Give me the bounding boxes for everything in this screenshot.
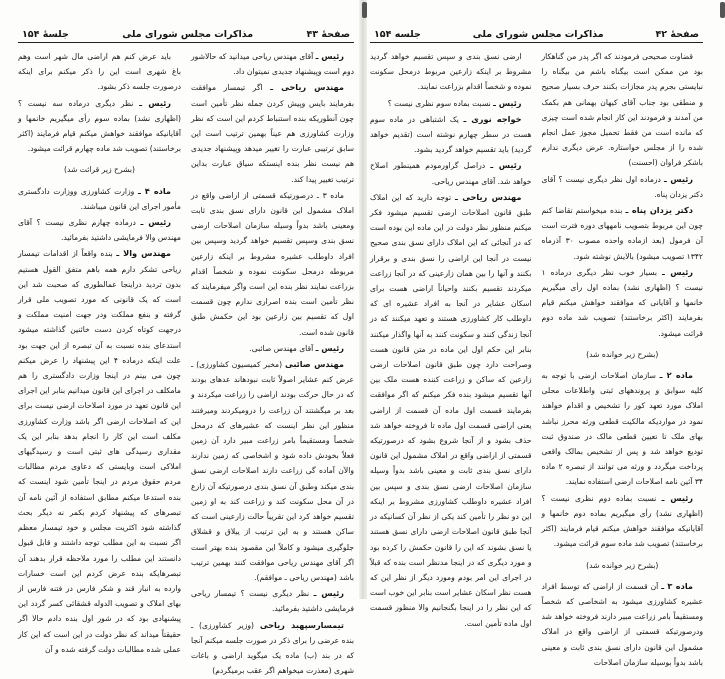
speech-paragraph — [542, 491, 704, 552]
speech-text: نسبت بماده دوم نظری نیست ؟ (اظهاری نشد) رأی میگیریم بماده دوم خانمها و آقایانیکه موافقند خواهش میکنم قیام فرمایند (اکثر برخاستند) تصویب شد ماده سوم قرائت میشود. — [541, 493, 703, 549]
speech-paragraph — [542, 49, 704, 171]
speech-text: نظر دیگری نیست ؟ تیمسار ریاحی فرمایشی داشتید بفرمائید. — [191, 589, 354, 614]
speech-paragraph — [370, 112, 532, 158]
speaker-name: رئیس ـ — [664, 173, 693, 184]
speaker-name: ماده ۴ ـ — [137, 185, 171, 196]
running-title: مذاکرات مجلس شورای ملی — [122, 29, 254, 40]
speaker-name: ماده ۳ ـ — [661, 580, 693, 591]
reading-note: (بشرح زیر خوانده شد) — [586, 560, 659, 570]
speech-paragraph — [542, 579, 704, 670]
speech-paragraph — [370, 190, 532, 631]
speech-text: بنده میخواستم تقاضا کنم چون این مربوط بتصویب نامههای دوره فترت است آن فرمول (بعد ازماده واحده مصوب ۳۰ آذرماه ۱۳۴۲ تصویب میشود) بالایش نوشته شود. — [541, 206, 704, 261]
speaker-name: مهندس صائبی — [285, 359, 344, 370]
right-page-columns — [370, 49, 703, 671]
left-page-columns — [18, 49, 354, 679]
speech-text: درماده اول نظر دیگری نیست ؟ آقای دکتر یزدان پناه. — [541, 174, 703, 199]
page-number: صفحهٔ ۴۳ — [306, 29, 350, 40]
speaker-name: رئیس ـ — [315, 51, 344, 61]
speech-text: دراصل گراورمودم همینطور اصلاح خواهد شد. آقای مهندس ریاحی. — [370, 161, 532, 186]
speaker-name: خواجه نوری ـ — [463, 113, 522, 124]
session-number: جلسهٔ ۱۵۴ — [22, 29, 69, 40]
speech-paragraph — [542, 172, 704, 202]
speaker-name: رئیس ـ — [313, 588, 344, 599]
speech-text: بسیار خوب نظر دیگری درماده ۱ نیست ؟ (اظهاری نشد) بماده اول رأی میگیریم خانمها و آقایانی که موافقند خواهش میکنم قیام بفرمایند (اکثر برخاستند) تصویب شد ماده دوم قرائت میشود. — [541, 267, 703, 338]
speech-text: باید عرض کنم هم اراضی مال شهر است وهم باغ شهری است این را ذکر میکنم برای اینکه درصورت جلسه ذکر بشود. — [18, 52, 181, 92]
left-page — [0, 0, 362, 676]
speech-text: نسبت بماده سوم نظری نیست ؟ — [387, 98, 494, 108]
speech-paragraph — [542, 368, 704, 490]
speaker-name: مهندس ریاحی ـ — [270, 82, 344, 93]
speech-text: نظر دیگری درماده سه نیست ؟ (اظهاری نشد) بماده سوم رأی میگیریم خانمها و آقایانیکه موافقند خواهش میکنم قیام فرمایند (اکثر برخاستند) تصویب شد ماده چهارم قرائت میشود. — [18, 98, 181, 154]
speech-text: سازمان اصلاحات ارضی با توجه به کلیه سوابق و پروندههای ثبتی واطلاعات محلی املاک مورد تعهد کور را تشخیص و اقدام خواهند نمود در مواردیکه مالکیت قطعی ورثه محرز نباشد بهای ملک تا تعیین قطعی مالک در صندوق ثبت تودیع خواهد شد و پس از تشخیص بمالک واقعی پرداخت میگردد و ورثه می توانند از تبصره ۲ ماده ۳۴ آئین نامه اصلاحات ارضی استفاده نمایند. — [541, 371, 703, 487]
speaker-name: مهندس ریاحی ـ — [455, 191, 522, 202]
speech-paragraph — [191, 49, 354, 79]
speech-paragraph — [18, 49, 181, 95]
reading-note: (بشرح زیر خوانده شد) — [586, 349, 659, 359]
page-number: صفحهٔ ۴۲ — [655, 29, 699, 40]
speech-text: بنده واقعاً از اقدامات تیمسار ریاحی تشکر دارم همه باهم متفق القول هستیم بدون تردید دراینجا عمالطوری که صحبت شد این است که یک قانونی که مورد تصویب ملی قرار گرفته و بنفع مملکت ودر جهت امنیت مملکت و درجهت کوتاه کردن دست خائنین گذاشته میشود استدعای بنده نسبت به آن تبصره از این جهت بود علت اینکه درماده ۴ این پیشنهاد را عرض میکنم چون می بینم در اینجا وزارت دادگستری را هم مامکلف در اجرای این قانون میدانیم بنابر این اجرای این قانون تعهد در مورد اصلاحات ارضی نیست برای این که اصلاحات ارضی اگر باشد وزارت کشاورزی مکلف است این کار را انجام بدهد بنابر این یک مقداری رسیدگی های ثبتی است و رسیدگیهای املاکی است وبایستی که دعاوی مردم مطالبات مردم حقوق مردم در اینجا تأمین شود اینست که بنده استدعا میکنم مطابق استفاده از آئین نامه آن تبصرهای که پیشنهاد کردم بکمر نه دیگر بحث گذاشته شود اکثریت مجلس و خود تیمسار معظم اگر نسبت به این مطلب توجه داشتند و قابل قبول دانستند این مطلب را مورد ملاحظه قرار بدهند آن تبصرهایکه بنده عرض کردم این است خسارات وارده به انبار قند و شکر فارس در فتنه فارس از بهای املاک و تصویب الدوله قشقائی کسر گردد این پیشنهادی بود که در شور اول بنده دادم حالا اگر حقیقتاً میداند که نظر دولت در این است که این کار عملی شده مطالبات دولت گرفته شده و آن — [18, 249, 181, 654]
running-title: مذاکرات مجلس شورای ملی — [472, 29, 604, 40]
speech-paragraph — [542, 265, 704, 341]
speech-paragraph — [191, 341, 354, 356]
column-right — [191, 49, 354, 679]
speech-text: ارضی نسق بندی و سپس تقسیم خواهد گردید مشروط بر اینکه زارعین مربوط درمحل سکونت نموده و شخصاً اقدام بزراعت نمایند. — [370, 52, 532, 92]
speaker-name: رئیس ـ — [661, 492, 693, 503]
scan-artifact — [720, 2, 725, 18]
speech-text: (مخبر کمیسیون کشاورزی) ـ عرض کنم عشایر اصولاً ثابت نبودهاند عدهای بودند که در حال حرکت بودند اراضی را زراعت میکردند و بعد بر میگشتند آن زراعت را درومیکردند ومیرفتند منظور این نظر اینست که عشیرهای که درمحل شخصاً ومستقیماً بامر زراعت مبیر دارد آن زمین فعلاً بخودش داده شود و اشخاصی که زمین ندارند والآن آماده گی زراعت دارند اصلاحات ارضی نسق بندی میکند وطبق آن نسق بندی درصورتیکه آن زارع در آن محل سکونت کند و زراعت کند به او زمین تقسیم خواهد کرد این تقریباً حالت زارعینی است که ساکن هستند و به این ترتیب از ییلاق و قشلاق جلوگیری میشود و کاملاً این مقصود بنده بهتر است اگر آقای مهندس ریاحی موافقت کنند بهمین ترتیب باشد (مهندس ریاحی ـ موافقم). — [191, 360, 354, 582]
speech-text: آقای مهندس صائبی. — [249, 343, 316, 353]
speaker-name: ماده ۲ ـ — [659, 370, 694, 381]
column-left — [370, 49, 532, 671]
speech-paragraph — [18, 96, 181, 157]
reading-note: (بشرح زیر قرائت شد) — [64, 165, 135, 175]
speaker-name: تیمسارسپهبد ریاحی — [259, 619, 344, 630]
right-page-header — [370, 26, 703, 43]
speech-paragraph — [370, 49, 532, 95]
column-left — [18, 49, 181, 679]
speaker-name: رئیس ـ — [662, 266, 693, 277]
speech-text: آقای مهندس ریاحی میدانید که حالاشور دوم است وپیشنهاد جدیدی نمیتوان داد. — [191, 52, 354, 77]
speaker-name: رئیس ـ — [139, 97, 172, 108]
speech-paragraph — [191, 80, 354, 186]
speech-text: توجه دارید که این املاک طبق قانون اصلاحات ارضی تقسیم میشود فکر میکنم منظور نظر دولت در این ماده این بوده است که در آنجائی که این املاک دارای نسق بندی صحیح نیست در آنجا این اراضی را نسق بندی و برقرار بکنند و آنها را بین همان زارعینی که در آنجا زراعت میکردند تقسیم بکنند واحیاناً اراضی هست برای اسکان عشایر در آنجا به افراد عشیره ای که داوطلب کار کشاورزی هستند و تعهد میکنند که در آنجا زندگی کنند و سکونت کنند به آنها واگذار میکنند بنابر این حکم اول این ماده در متن قانون هست وصراحت دارد چون طبق قانون اصلاحات ارضی زارعین که ساکن و زراعت کننده هست ملک بین آنها تقسیم میشود بنده فکر میکنم که اگر موافقت بفرمایند قسمت اول ماده آن قسمت از اراضی یعنی اراضی قسمت اول ماده تا فروخته خواهد شد حذف بشود و از آنجا شروع بشود که درصورتیکه قسمتی از اراضی واقع در املاک مشمول این قانون دارای نسق بندی ثابت و معینی باشد بدواً وسیله سازمان اصلاحات ارضی نسق بندی و سپس بین افراد عشیره داوطلب کشاورزی مشروط بر اینکه این دو نظر را تأمین کند یکی از نظر آن کسانیکه در آنجا طبق قانون اصلاحات ارضی دارای نسق هستند یا نسق بشوند که این را قانون حکمش را کرده بود و مورد دیگری که در اینجا مدنظر است بنده که قبلاً در اجرای این امر بودم ومورد دیگر از نظر این که هست نظر اسکان عشایر است بنابر این خوب است که این نظر را در اینجا بگنجانیم والا منظور قسمت اول ماده تأمین است. — [370, 192, 532, 628]
speech-text: وزارت کشاورزی ووزارت دادگستری مأمور اجرای این قانون میباشند. — [18, 186, 181, 211]
speech-text: درماده چهارم نظری نیست ؟ آقای مهندس والا فرمایشی داشتید بفرمائید. — [18, 218, 181, 243]
scan-artifact — [362, 2, 367, 18]
speech-paragraph — [18, 246, 181, 656]
right-page — [362, 0, 725, 667]
left-page-header — [18, 26, 354, 43]
session-number: جلسه ۱۵۴ — [374, 29, 421, 40]
speech-paragraph — [542, 203, 704, 264]
speaker-name: رئیس ـ — [490, 160, 522, 171]
column-right — [542, 49, 704, 671]
speech-paragraph — [191, 188, 354, 340]
speaker-name: مهندس والا ـ — [116, 248, 172, 259]
speech-text: (وزیر کشاورزی) ـ بنده عرضی را برای ذکر در صورت جلسه میکنم آنجا که در بند (ب) ماده یک میگوید اراضی و باغات شهری (معذرت میخواهم اگر عقب برمیگردم) — [191, 620, 354, 676]
speaker-name: رئیس ـ — [140, 217, 171, 228]
speech-paragraph — [191, 586, 354, 616]
speech-text: یک اشتباهی در ماده سوم هست در سطر چهارم نوشته است (تقدیم خواهد گردید) باید تقسیم خواهد گردید بشود. — [370, 114, 532, 155]
speech-paragraph — [370, 158, 532, 188]
speaker-name: دکتر یزدان پناه ـ — [625, 205, 693, 216]
speech-text: ماده ۳ ـ درصورتیکه قسمتی از اراضی واقع در املاک مشمول این قانون دارای نسق بندی ثابت ومعینی باشد بدواً وسیله سازمان اصلاحات ارضی نسق بندی وسپس تقسیم خواهد گردید وسپس بین افراد داوطلب عشیره مشروط بر اینکه زارعین مربوطه درمحل سکونت نموده و شخصاً اقدام بزراعت نمایند نظر بنده این است واگر میفرمایند که نظر تأمین است بنده اصراری ندارم چون قسمت اول که تقسیم بین زارعین بود این حکمش طبق قانون شده است. — [191, 190, 354, 337]
speech-paragraph — [18, 215, 181, 245]
speech-text: قضاوت صحیحی فرمودند که اگر پدر من گناهکار بود من ممکن است بیگناه باشم من بیگناه را نبایستی بجرم پدر مجازات بکنند حرف بسیار صحیح و منطقی بود جناب آقای کیهان بهمانی هم بکمک من آمدند و فرمودند این کار انجام شده است چیزی که مانده است من فقط تحمیل مجوز عمل انجام شده را از مجلس خواستاره. عرض دیگری ندارم باشکر فراوان (احسنت) — [541, 52, 703, 168]
speech-paragraph — [370, 96, 532, 111]
speech-paragraph — [191, 618, 354, 679]
speaker-name: رئیس ـ — [315, 342, 344, 353]
speech-paragraph — [18, 184, 181, 214]
speech-text: اگر تیمسار موافقت بفرمایند بایس وپیش کردن جمله نظر تأمین است چون آنطوریکه بنده استنباط کردم این است که نظر وزارت کشاورزی هم عیناً بهمین ترتیب است این سابق ترتیبی عبارت را تغییر میدهد وپیشنهاد جدیدی هم نیست نظر بنده اینستکه سیاق عبارت بداین ترتیب تغییر پیدا کند. — [191, 83, 354, 184]
speech-text: آن قسمت از اراضی که توسط افراد عشیره کشاورزی میشود به اشخاصی که شخصاً ومستقیماً بامر زراعت مبیر دارند فروخته خواهد شد ودرصورتیکه قسمتی از اراضی واقع در املاک مشمول این قانون دارای نسق بندی ثابت و معینی باشد بدواً بوسیله سازمان اصلاحات — [541, 581, 703, 667]
speaker-name: رئیس ـ — [493, 97, 522, 108]
speech-paragraph — [191, 357, 354, 585]
